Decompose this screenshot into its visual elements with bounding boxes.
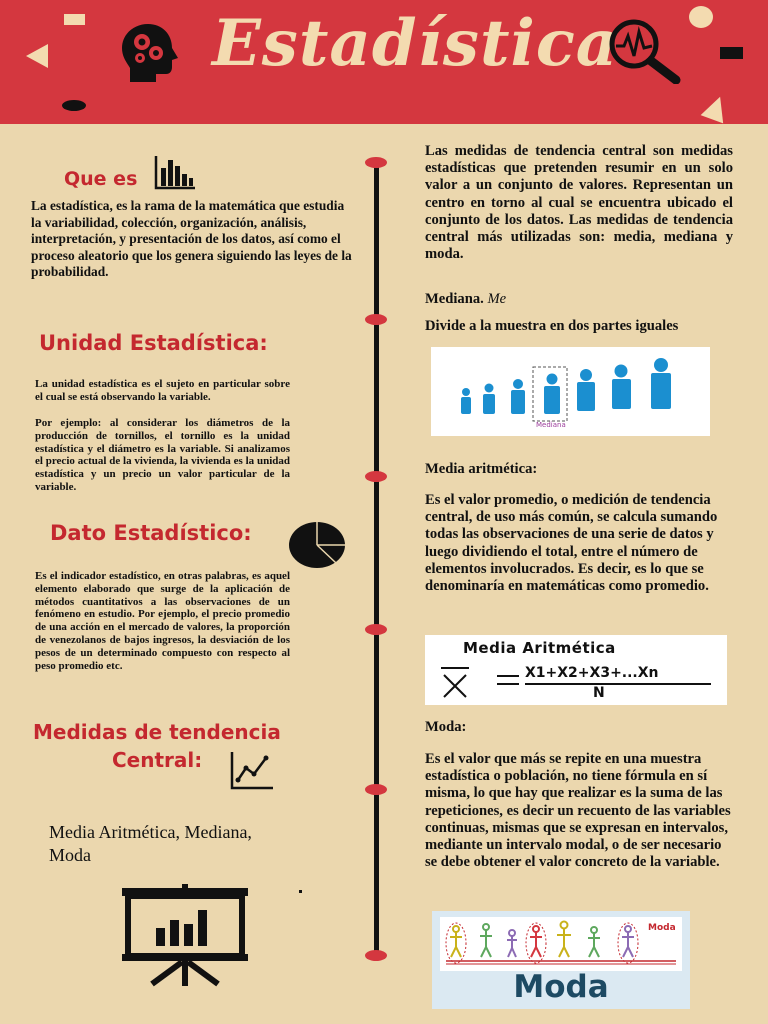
que-es-title: Que es	[64, 168, 138, 190]
formula-denominator: N	[593, 685, 605, 701]
deco-rect	[64, 14, 85, 25]
unidad-text-2: Por ejemplo: al considerar los diámetros de la producción de tornillos, el tornillo es la unidad estadística y el diámetro es la variable. Si analizamos el precio actual de la vivienda, la vivienda es la unidad estadística y un precio un valor particular de la variable.	[35, 417, 290, 493]
mediana-caption: Mediana	[536, 421, 566, 429]
moda-image-tag: Moda	[648, 923, 676, 933]
moda-desc: Es el valor que más se repite en una muestra estadística o población, no tiene fórmula en sí misma, lo que hay que realizar es la suma de las repeticiones, es decir un recuento de las variables continuas, mismas que se expresan en intervalos, mediante un intervalo modal, o de ser necesario se debe obtener el valor concreto de la variable.	[425, 751, 731, 871]
timeline-dot	[365, 784, 387, 795]
deco-triangle	[26, 44, 48, 68]
stray-dot	[299, 890, 302, 893]
moda-label: Moda:	[425, 719, 467, 735]
tendencia-intro-text: Las medidas de tendencia central son medidas estadísticas que pretenden resumir en un solo valor a un conjunto de valores. Representan un centro en torno al cual se encuentra ubicado el conjunto de los datos. Las medidas de tendencia central más utilizadas son: media, mediana y moda.	[425, 143, 733, 263]
deco-circle	[689, 6, 713, 28]
dato-title: Dato Estadístico:	[50, 521, 252, 545]
media-label: Media aritmética:	[425, 461, 538, 477]
equals-sign	[497, 675, 519, 685]
fraction-bar	[525, 683, 711, 685]
unidad-title: Unidad Estadística:	[39, 331, 268, 355]
brain-gear-icon	[116, 20, 184, 84]
mediana-label-row	[425, 291, 725, 308]
page-title: Estadística	[212, 6, 619, 81]
medidas-title-line1: Medidas de tendencia	[33, 720, 281, 744]
deco-triangle-2	[701, 93, 732, 124]
mediana-figures	[431, 347, 710, 436]
presentation-board-icon	[120, 884, 250, 988]
media-desc: Es el valor promedio, o medición de tendencia central, de uso más común, se calcula sumando todas las observaciones de una serie de datos y luego dividiendo el total, entre el número de elementos involucrados. Es decir, es lo que se denominaría en matemáticas como promedio.	[425, 492, 718, 595]
mediana-label: Mediana.	[425, 291, 484, 307]
formula-title: Media Aritmética	[463, 639, 616, 657]
moda-image-title: Moda	[513, 969, 609, 1005]
timeline-line	[374, 162, 379, 956]
mediana-symbol: Me	[487, 291, 507, 307]
moda-image	[432, 911, 690, 1009]
que-es-text: La estadística, es la rama de la matemática que estudia la variabilidad, colección, organización, análisis, interpretación, y presentación de los datos, así como el proceso aleatorio que los genera siguiendo las leyes de la probabilidad.	[31, 198, 352, 280]
medidas-list-line1: Media Aritmética, Mediana,	[49, 822, 252, 842]
mediana-desc: Divide a la muestra en dos partes iguales	[425, 318, 679, 334]
formula-numerator: X1+X2+X3+...Xn	[525, 665, 659, 681]
medidas-list-line2: Moda	[49, 845, 91, 865]
moda-figures-strip	[440, 917, 682, 971]
medidas-title-line2: Central:	[112, 748, 203, 772]
x-bar-symbol	[439, 665, 473, 699]
magnifier-pulse-icon	[604, 18, 684, 84]
deco-black-rect	[720, 47, 743, 59]
bar-chart-icon	[154, 156, 196, 190]
media-formula-image	[425, 635, 727, 705]
pie-chart-icon	[288, 520, 348, 570]
header-banner	[0, 0, 768, 124]
timeline-dot	[365, 157, 387, 168]
dato-text: Es el indicador estadístico, en otras palabras, es aquel elemento elaborado que surge de la aplicación de métodos cuantitativos a las observaciones de un fenómeno en estudio. Por ejemplo, el precio promedio de una acción en el mercado de valores, la proporción de venezolanos de bajos ingresos, la desviación de los pesos de un determinado compuesto con respecto al peso promedio etc.	[35, 570, 290, 672]
timeline-dot	[365, 471, 387, 482]
mediana-image	[431, 347, 710, 436]
line-chart-icon	[230, 752, 274, 790]
deco-oval	[62, 100, 86, 111]
unidad-text-1: La unidad estadística es el sujeto en particular sobre el cual se está observando la variable.	[35, 378, 290, 403]
timeline-dot	[365, 950, 387, 961]
timeline-dot	[365, 624, 387, 635]
timeline-dot	[365, 314, 387, 325]
